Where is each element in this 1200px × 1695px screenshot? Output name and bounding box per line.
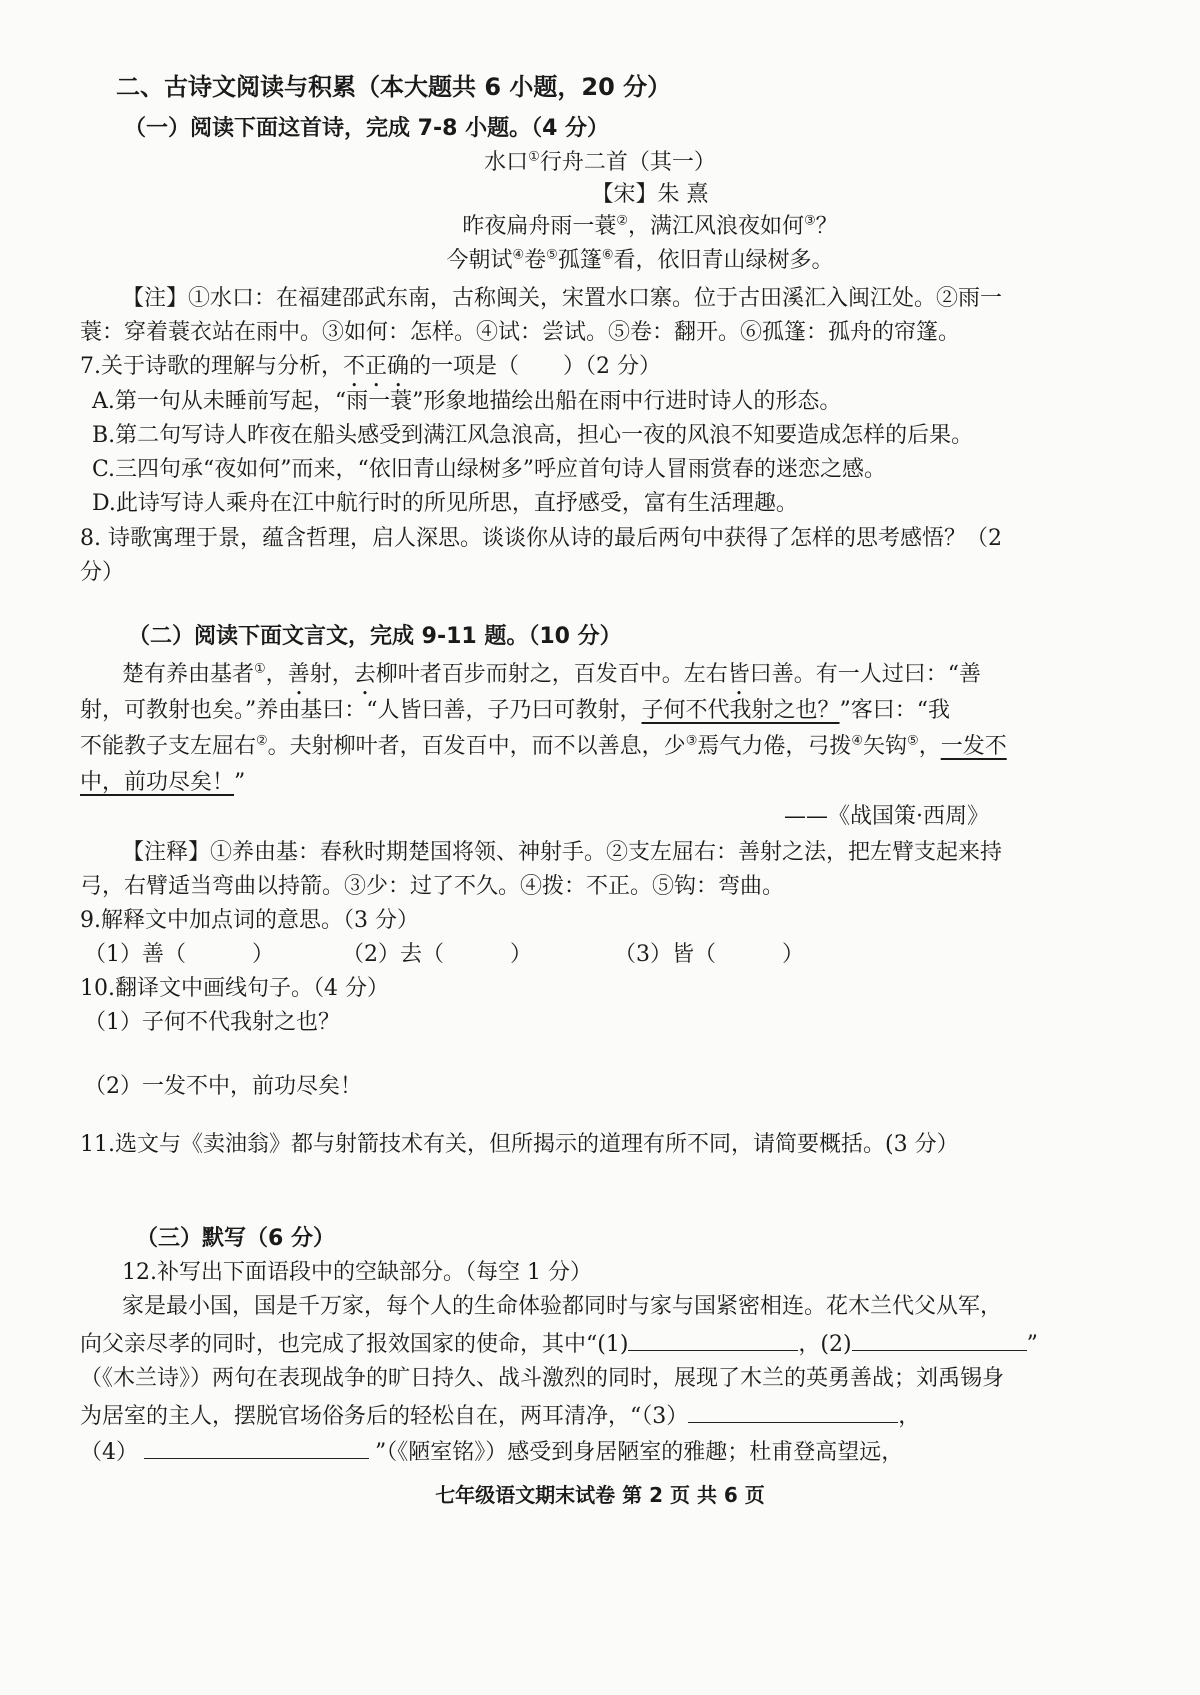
classical-text-line-4: 中，前功尽矣！” [80, 770, 246, 795]
blank-2[interactable] [852, 1326, 1027, 1351]
question-12: 12.补写出下面语段中的空缺部分。（每空 1 分） [122, 1260, 592, 1285]
part1-heading: （一）阅读下面这首诗，完成 7-8 小题。（4 分） [124, 116, 610, 141]
q9-item-2: （2）去（ ） [342, 942, 532, 967]
question-8-line-2: 分） [80, 560, 125, 585]
question-7: 7.关于诗歌的理解与分析，不正确的一项是（ ）（2 分） [80, 354, 662, 379]
dictation-line-5: （4） ”（《陋室铭》）感受到身居陋室的雅趣；杜甫登高望远， [80, 1434, 903, 1470]
dictation-line-3: （《木兰诗》）两句在表现战争的旷日持久、战斗激烈的同时，展现了木兰的英勇善战；刘禹锡身 [80, 1366, 1005, 1391]
blank-4[interactable] [144, 1434, 369, 1459]
question-8-line-1: 8. 诗歌寓理于景，蕴含哲理，启人深思。谈谈你从诗的最后两句中获得了怎样的思考感悟？（2 [80, 526, 1002, 551]
poem-line-2: 今朝试④卷⑤孤篷⑥看，依旧青山绿树多。 [446, 247, 834, 273]
poem-line-1: 昨夜扁舟雨一蓑②，满江风浪夜如何③？ [462, 213, 838, 239]
question-11: 11.选文与《卖油翁》都与射箭技术有关，但所揭示的道理有所不同，请简要概括。(3 分） [80, 1132, 959, 1157]
section-title: 二、古诗文阅读与积累（本大题共 6 小题，20 分） [116, 73, 672, 101]
text-source: ——《战国策·西周》 [784, 804, 989, 829]
classical-text-line-2: 射，可教射也矣。”养由基曰：“人皆曰善，子乃曰可教射，子何不代我射之也？”客曰：“我 [80, 698, 951, 723]
blank-1[interactable] [628, 1326, 798, 1351]
classical-text-line-1: 楚有养由基者①，善射，去柳叶者百步而射之，百发百中。左右皆曰善。有一人过曰：“善 [122, 661, 982, 687]
poem-author: 【宋】朱 熹 [591, 182, 709, 207]
blank-3[interactable] [688, 1398, 898, 1423]
dictation-line-1: 家是最小国，国是千万家，每个人的生命体验都同时与家与国紧密相连。花木兰代父从军， [122, 1294, 1003, 1319]
q7-option-a: A.第一句从未睡前写起，“雨一蓑”形象地描绘出船在雨中行进时诗人的形态。 [92, 389, 842, 414]
question-9: 9.解释文中加点词的意思。（3 分） [80, 908, 419, 933]
q10-item-1: （1）子何不代我射之也？ [84, 1010, 340, 1035]
poem-note-line-1: 【注】①水口：在福建邵武东南，古称闽关，宋置水口寨。位于古田溪汇入闽江处。②雨一 [122, 286, 1003, 311]
classical-note-line-1: 【注释】①养由基：春秋时期楚国将领、神射手。②支左屈右：善射之法，把左臂支起来持 [122, 840, 1003, 865]
question-10: 10.翻译文中画线句子。（4 分） [80, 976, 389, 1001]
q9-item-3: （3）皆（ ） [614, 942, 804, 967]
dictation-line-2: 向父亲尽孝的同时，也完成了报效国家的使命，其中“(1) ，(2) ” [80, 1326, 1038, 1362]
classical-note-line-2: 弓，右臂适当弯曲以持箭。③少：过了不久。④拨：不正。⑤钩：弯曲。 [80, 874, 785, 899]
q9-item-1: （1）善（ ） [84, 942, 274, 967]
poem-note-line-2: 蓑：穿着蓑衣站在雨中。③如何：怎样。④试：尝试。⑤卷：翻开。⑥孤篷：孤舟的帘篷。 [80, 320, 961, 345]
page-footer: 七年级语文期末试卷 第 2 页 共 6 页 [435, 1483, 765, 1507]
q7-option-b: B.第二句写诗人昨夜在船头感受到满江风急浪高，担心一夜的风浪不知要造成怎样的后果。 [92, 423, 974, 448]
classical-text-line-3: 不能教子支左屈右②。夫射柳叶者，百发百中，而不以善息，少③焉气力倦，弓拨④矢钩⑤，一发不 [80, 733, 1007, 759]
q7-option-d: D.此诗写诗人乘舟在江中航行时的所见所思，直抒感受，富有生活理趣。 [92, 491, 798, 516]
dictation-line-4: 为居室的主人，摆脱官场俗务后的轻松自在，两耳清净，“（3） ， [80, 1398, 920, 1434]
q7-option-c: C.三四句承“夜如何”而来，“依旧青山绿树多”呼应首句诗人冒雨赏春的迷恋之感。 [92, 457, 887, 482]
poem-title: 水口①行舟二首（其一） [484, 149, 716, 175]
part3-heading: （三）默写（6 分） [136, 1226, 335, 1251]
q10-item-2: （2）一发不中，前功尽矣！ [84, 1074, 362, 1099]
part2-heading: （二）阅读下面文言文，完成 9-11 题。（10 分） [128, 624, 622, 649]
